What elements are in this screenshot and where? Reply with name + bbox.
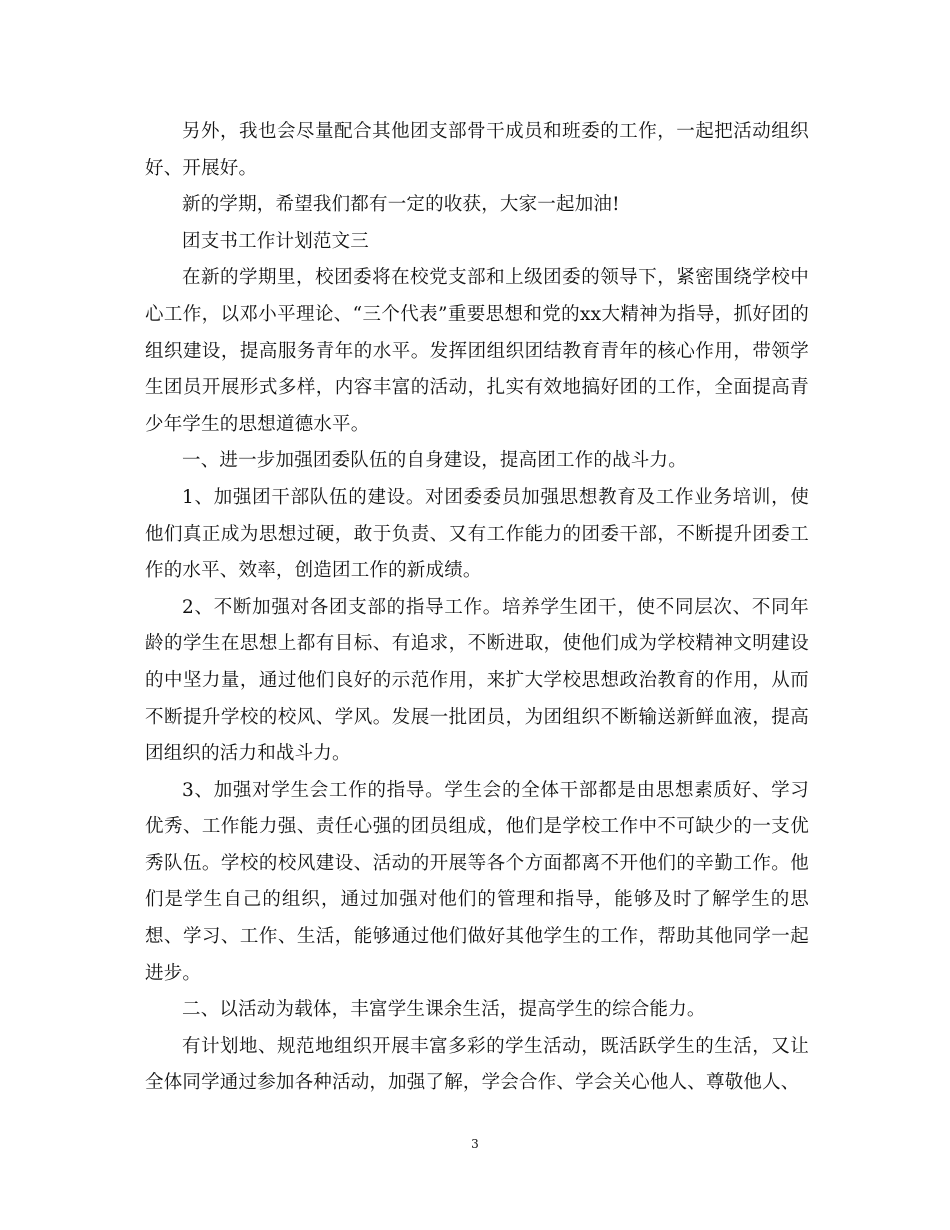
page-number: 3 xyxy=(471,1137,479,1151)
paragraph-2: 新的学期，希望我们都有一定的收获，大家一起加油! xyxy=(182,194,620,216)
heading-part-one: 一、进一步加强团委队伍的自身建设，提高团工作的战斗力。 xyxy=(182,450,687,472)
paragraph-activities: 有计划地、规范地组织开展丰富多彩的学生活动，既活跃学生的生活，又让全体同学通过参加各种活动，加强了解，学会合作、学会关心他人、尊敬他人、 xyxy=(145,1035,809,1094)
heading-part-two: 二、以活动为载体，丰富学生课余生活，提高学生的综合能力。 xyxy=(182,999,706,1021)
section-heading: 团支书工作计划范文三 xyxy=(182,230,370,252)
paragraph-item-3: 3、加强对学生会工作的指导。学生会的全体干部都是由思想素质好、学习优秀、工作能力强、责任心强的团员组成，他们是学校工作中不可缺少的一支优秀队伍。学校的校风建设、活动的开展等各个方面都离不开他们的辛勤工作。他们是学生自己的组织，通过加强对他们的管理和指导，能够及时了解学生的思想、学习、工作、生活，能够通过他们做好其他学生的工作，帮助其他同学一起进步。 xyxy=(145,779,809,984)
paragraph-1: 另外，我也会尽量配合其他团支部骨干成员和班委的工作，一起把活动组织好、开展好。 xyxy=(145,121,809,179)
paragraph-item-2: 2、不断加强对各团支部的指导工作。培养学生团干，使不同层次、不同年龄的学生在思想上都有目标、有追求，不断进取，使他们成为学校精神文明建设的中坚力量，通过他们良好的示范作用，来扩大学校思想政治教育的作用，从而不断提升学校的校风、学风。发展一批团员，为团组织不断输送新鲜血液，提高团组织的活力和战斗力。 xyxy=(145,596,809,765)
document-body xyxy=(145,114,809,1102)
paragraph-item-1: 1、加强团干部队伍的建设。对团委委员加强思想教育及工作业务培训，使他们真正成为思想过硬，敢于负责、又有工作能力的团委干部，不断提升团委工作的水平、效率，创造团工作的新成绩。 xyxy=(145,486,809,582)
paragraph-intro: 在新的学期里，校团委将在校党支部和上级团委的领导下，紧密围绕学校中心工作，以邓小平理论、“三个代表”重要思想和党的xx大精神为指导，抓好团的组织建设，提高服务青年的水平。发挥团组织团结教育青年的核心作用，带领学生团员开展形式多样，内容丰富的活动，扎实有效地搞好团的工作，全面提高青少年学生的思想道德水平。 xyxy=(145,267,809,435)
